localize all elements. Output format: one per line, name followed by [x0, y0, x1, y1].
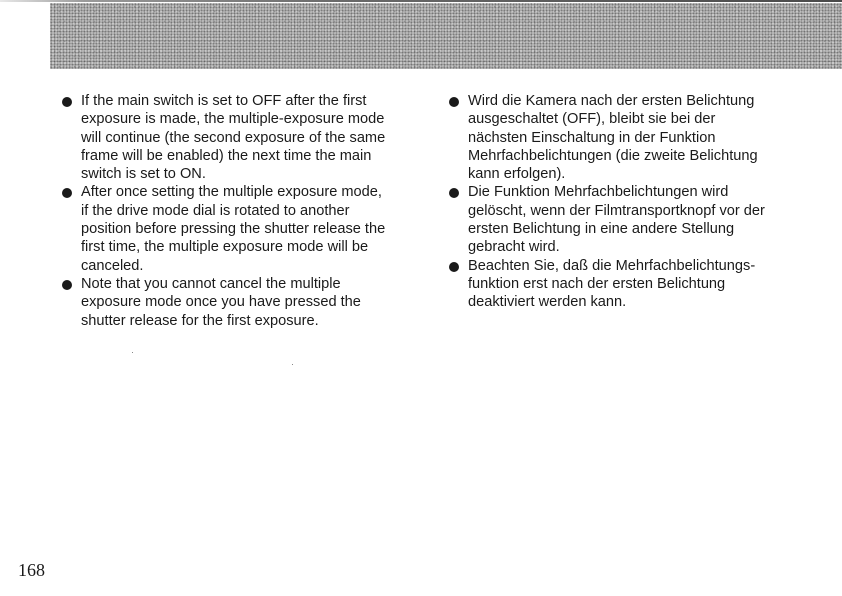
- list-item-text: After once setting the multiple exposure mode, if the drive mode dial is rotated to another position before pressing the shutter release the first time, the multiple exposure mode will be canceled.: [81, 184, 386, 274]
- list-item-text: Note that you cannot cancel the multiple exposure mode once you have pressed the shutter release for the first exposure.: [81, 275, 361, 329]
- list-item-text: If the main switch is set to OFF after the first exposure is made, the multiple-exposure mode will continue (the second exposure of the same frame will be enabled) the next time the main switch is set to ON.: [81, 93, 386, 183]
- bullet-icon: [62, 188, 72, 198]
- top-rule: [0, 0, 842, 2]
- bullet-icon: [62, 280, 72, 290]
- page-number: 168: [18, 560, 45, 580]
- german-column: [449, 92, 809, 312]
- english-column: [62, 92, 422, 330]
- list-item: [449, 92, 809, 183]
- list-item: [449, 183, 809, 256]
- scan-speck: [132, 352, 133, 353]
- bullet-icon: [449, 188, 459, 198]
- bullet-icon: [449, 262, 459, 272]
- bullet-icon: [62, 97, 72, 107]
- list-item-text: Beachten Sie, daß die Mehrfachbelichtungs- funktion erst nach der ersten Belichtung deaktiviert werden kann.: [468, 257, 756, 311]
- list-item-text: Die Funktion Mehrfachbelichtungen wird gelöscht, wenn der Filmtransportknopf vor der ersten Belichtung in eine andere Stellung gebracht wird.: [468, 184, 765, 256]
- list-item: [62, 275, 422, 330]
- list-item-text: Wird die Kamera nach der ersten Belichtung ausgeschaltet (OFF), bleibt sie bei der nächsten Einschaltung in der Funktion Mehrfachbelichtungen (die zweite Belichtung kann erfolgen).: [468, 93, 758, 183]
- list-item: [62, 183, 422, 274]
- list-item: [62, 92, 422, 183]
- scan-speck: [292, 364, 293, 365]
- bullet-icon: [449, 97, 459, 107]
- header-band: [50, 3, 842, 69]
- list-item: [449, 257, 809, 312]
